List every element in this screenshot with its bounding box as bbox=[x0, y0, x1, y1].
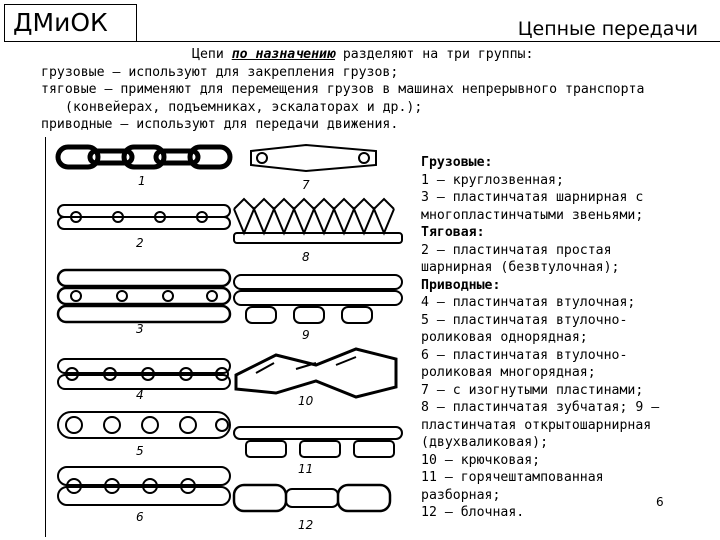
chain-7-drawing bbox=[251, 145, 376, 171]
chain-label-12: 12 bbox=[298, 518, 314, 532]
legend-line: 3 — пластинчатая шарнирная с bbox=[421, 190, 644, 205]
chain-drawings bbox=[46, 137, 411, 537]
chain-label-8: 8 bbox=[302, 250, 310, 264]
header-rule bbox=[137, 41, 720, 42]
legend-line: 2 — пластинчатая простая bbox=[421, 242, 612, 258]
legend-line: пластинчатая открытошарнирная bbox=[421, 417, 652, 433]
intro-line-4: (конвейерах, подъемниках, эскалаторах и др.); bbox=[65, 99, 423, 115]
chain-6-drawing bbox=[58, 467, 230, 505]
legend-line: 11 — горячештампованная bbox=[421, 470, 604, 485]
legend-line: 4 — пластинчатая втулочная; bbox=[421, 295, 636, 310]
legend-line: разборная; bbox=[421, 487, 501, 503]
chain-legend bbox=[421, 154, 711, 522]
chain-label-11: 11 bbox=[298, 462, 314, 476]
chain-10-drawing bbox=[236, 349, 396, 397]
chain-label-9: 9 bbox=[302, 328, 310, 342]
chain-9-drawing bbox=[234, 275, 402, 323]
chain-types-figure bbox=[45, 137, 411, 537]
legend-line: многопластинчатыми звеньями; bbox=[421, 207, 644, 223]
chain-8-drawing bbox=[234, 199, 402, 243]
chain-label-5: 5 bbox=[136, 444, 144, 458]
legend-group-heading: Приводные: bbox=[421, 277, 501, 293]
chain-4-drawing bbox=[58, 359, 230, 389]
chain-3-drawing bbox=[58, 270, 230, 322]
page-number: 6 bbox=[656, 495, 664, 509]
intro-line-2: грузовые – используют для закрепления грузов; bbox=[41, 64, 399, 80]
chain-label-10: 10 bbox=[298, 394, 314, 408]
legend-line: 5 — пластинчатая втулочно- bbox=[421, 312, 628, 328]
slide-title: Цепные передачи bbox=[517, 18, 698, 40]
chain-label-6: 6 bbox=[136, 510, 144, 524]
legend-line: 8 — пластинчатая зубчатая; 9 — bbox=[421, 400, 660, 415]
chain-12-drawing bbox=[234, 485, 390, 511]
chain-11-drawing bbox=[234, 427, 402, 457]
intro-line-1: Цепи по назначению разделяют на три группы: bbox=[192, 47, 534, 62]
course-abbreviation: ДМиОК bbox=[13, 8, 108, 37]
chain-label-3: 3 bbox=[136, 322, 144, 336]
chain-label-1: 1 bbox=[138, 174, 146, 188]
chain-1-drawing bbox=[58, 147, 230, 167]
intro-line-3: тяговые – применяют для перемещения грузов в машинах непрерывного транспорта bbox=[41, 82, 645, 97]
legend-line: роликовая многорядная; bbox=[421, 365, 596, 380]
legend-line: шарнирная (безвтулочная); bbox=[421, 260, 620, 275]
legend-line: роликовая однорядная; bbox=[421, 330, 588, 345]
legend-line: 7 — с изогнутыми пластинами; bbox=[421, 382, 644, 398]
legend-line: 10 — крючковая; bbox=[421, 452, 541, 468]
chain-label-7: 7 bbox=[302, 178, 310, 192]
course-logo-box bbox=[4, 4, 137, 42]
legend-group-heading: Тяговая: bbox=[421, 225, 485, 240]
intro-line-5: приводные – используют для передачи движения. bbox=[41, 117, 399, 132]
intro-text bbox=[41, 46, 711, 134]
chain-2-drawing bbox=[58, 205, 230, 229]
legend-line: 12 — блочная. bbox=[421, 505, 525, 520]
legend-line: (двухваликовая); bbox=[421, 435, 549, 450]
chain-label-4: 4 bbox=[136, 388, 144, 402]
legend-group-heading: Грузовые: bbox=[421, 155, 493, 170]
intro-emphasis: по назначению bbox=[231, 47, 335, 62]
chain-5-drawing bbox=[58, 412, 230, 438]
chain-label-2: 2 bbox=[136, 236, 144, 250]
legend-line: 1 — круглозвенная; bbox=[421, 172, 564, 188]
legend-line: 6 — пластинчатая втулочно- bbox=[421, 347, 628, 363]
